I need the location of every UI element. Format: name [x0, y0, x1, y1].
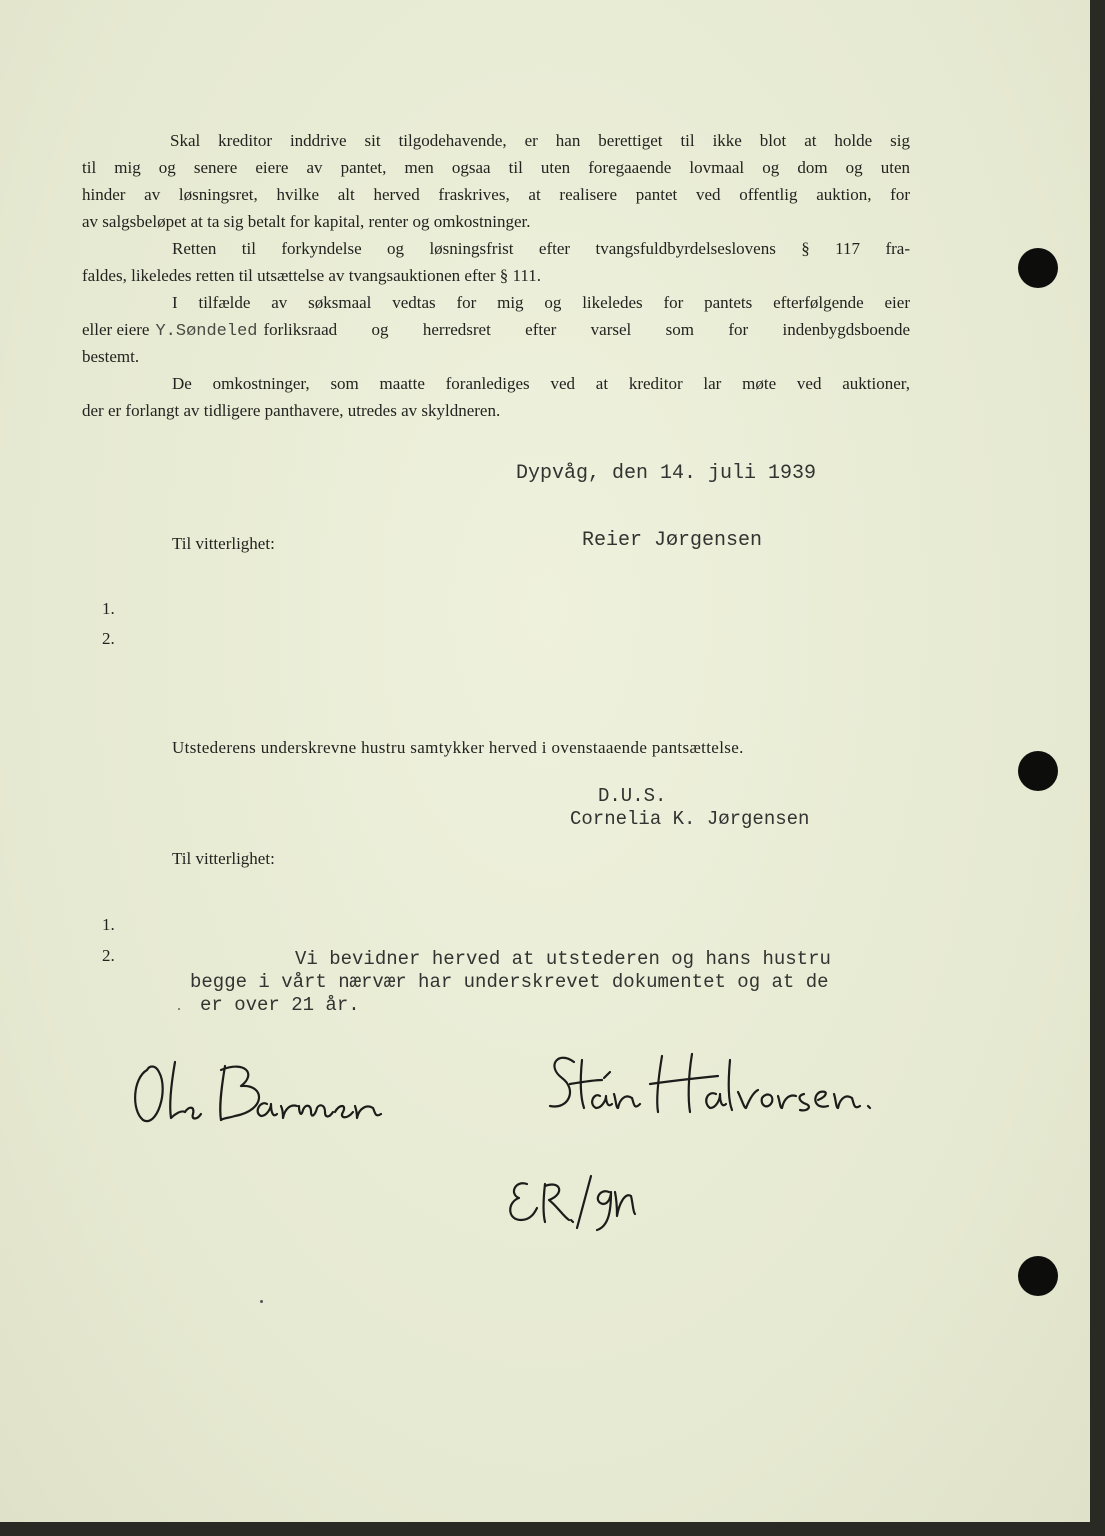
p1-line-3: hinder av løsningsret, hvilke alt herved fraskrives, at realisere pantet ved offentlig auktion, for	[82, 185, 910, 204]
witness-label-1: Til vitterlighet:	[172, 534, 275, 553]
p3-line-3: bestemt.	[82, 347, 140, 366]
attestation-line-2: begge i vårt nærvær har underskrevet dokumentet og at de	[190, 971, 829, 993]
p3-line-2-pre: eller eiere	[82, 320, 150, 339]
witness-2-number-1: 1.	[102, 915, 115, 934]
p4-line-2: der er forlangt av tidligere panthavere, utredes av skyldneren.	[82, 401, 501, 420]
p1-line-4: av salgsbeløpet at ta sig betalt for kapital, renter og omkostninger.	[82, 212, 531, 231]
p3-line-2-post: forliksraad og herredsret efter varsel som for indenbygdsboende	[263, 320, 910, 339]
consent-text: Utstederens underskrevne hustru samtykker herved i ovenstaaende pantsættelse.	[172, 738, 744, 757]
p2-line-1: Retten til forkyndelse og løsningsfrist efter tvangsfuldbyrdelseslovens § 117 fra-	[172, 239, 910, 258]
witness-1-number-1: 1.	[102, 599, 115, 618]
ink-speck	[260, 1300, 263, 1303]
p3-line-1: I tilfælde av søksmaal vedtas for mig og likeledes for pantets efterfølgende eier	[172, 293, 910, 312]
place-date: Dypvåg, den 14. juli 1939	[516, 462, 817, 485]
p1-line-2: til mig og senere eiere av pantet, men ogsaa til uten foregaaende lovmaal og dom og uten	[82, 158, 910, 177]
p2-line-2: faldes, likeledes retten til utsættelse av tvangsauktionen efter § 111.	[82, 266, 542, 285]
witness-2-number-2: 2.	[102, 946, 115, 965]
attestation-line-1: Vi bevidner herved at utstederen og hans hustru	[295, 948, 831, 970]
p4-line-1: De omkostninger, som maatte foranlediges ved at kreditor lar møte ved auktioner,	[172, 374, 910, 393]
attestation-line-3: er over 21 år.	[200, 994, 360, 1016]
witness-1-number-2: 2.	[102, 629, 115, 648]
punch-hole-middle	[1018, 751, 1058, 791]
jurisdiction-fill: Y.Søndeled	[155, 322, 258, 341]
consent-dus: D.U.S.	[598, 785, 667, 807]
signature-right	[538, 1040, 878, 1130]
consent-name: Cornelia K. Jørgensen	[570, 808, 810, 830]
signature-left	[125, 1050, 395, 1130]
punch-hole-top	[1018, 248, 1058, 288]
signer-name: Reier Jørgensen	[582, 529, 763, 552]
witness-label-2: Til vitterlighet:	[172, 849, 275, 868]
initials-mark	[505, 1162, 635, 1232]
p1-line-1: Skal kreditor inddrive sit tilgodehavende, er han berettiget til ikke blot at holde sig	[170, 131, 910, 150]
punch-hole-bottom	[1018, 1256, 1058, 1296]
p3-line-2	[82, 317, 910, 345]
ink-speck-2	[178, 1008, 180, 1010]
